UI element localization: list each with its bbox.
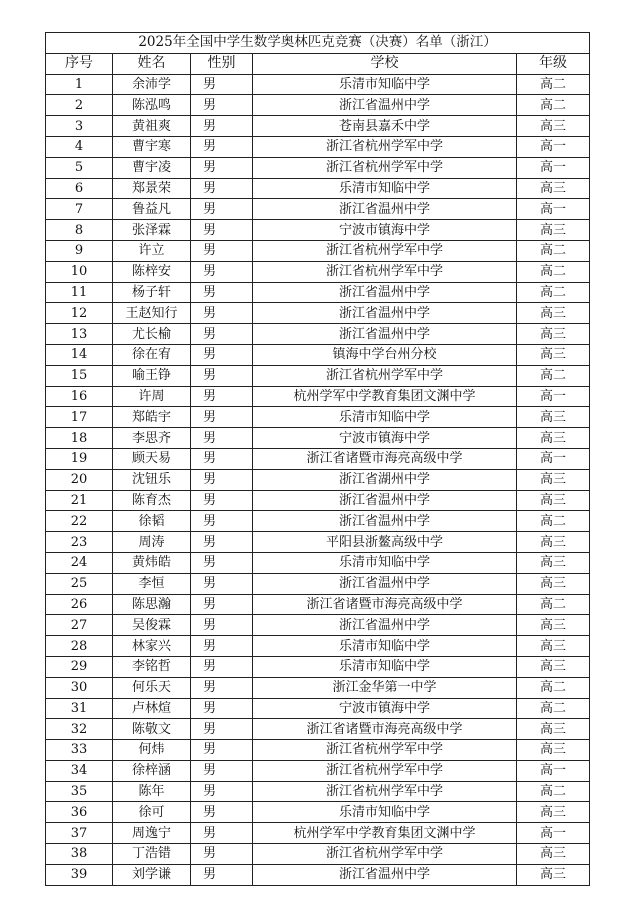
cell-name: 徐在宥: [113, 344, 191, 365]
cell-name: 林家兴: [113, 636, 191, 657]
cell-school: 宁波市镇海中学: [253, 220, 517, 241]
cell-name: 丁浩错: [113, 844, 191, 865]
cell-gender: 男: [191, 303, 253, 324]
cell-school: 浙江省杭州学军中学: [253, 240, 517, 261]
cell-name: 许周: [113, 386, 191, 407]
cell-name: 黄炜皓: [113, 552, 191, 573]
header-gender: 性别: [191, 53, 253, 74]
cell-grade: 高二: [517, 240, 590, 261]
cell-school: 乐清市知临中学: [253, 552, 517, 573]
cell-gender: 男: [191, 677, 253, 698]
table-row: [46, 178, 590, 199]
cell-gender: 男: [191, 428, 253, 449]
cell-school: 乐清市知临中学: [253, 407, 517, 428]
cell-gender: 男: [191, 95, 253, 116]
contestant-table: [45, 32, 590, 886]
cell-number: 35: [46, 781, 113, 802]
cell-grade: 高三: [517, 407, 590, 428]
cell-gender: 男: [191, 511, 253, 532]
cell-school: 浙江省温州中学: [253, 511, 517, 532]
cell-school: 浙江省杭州学军中学: [253, 844, 517, 865]
cell-grade: 高三: [517, 740, 590, 761]
cell-number: 17: [46, 407, 113, 428]
cell-number: 4: [46, 136, 113, 157]
cell-school: 浙江金华第一中学: [253, 677, 517, 698]
cell-number: 5: [46, 157, 113, 178]
table-row: [46, 573, 590, 594]
cell-name: 张泽霖: [113, 220, 191, 241]
cell-name: 沈钮乐: [113, 469, 191, 490]
cell-gender: 男: [191, 324, 253, 345]
cell-grade: 高一: [517, 448, 590, 469]
cell-name: 尤长榆: [113, 324, 191, 345]
cell-number: 28: [46, 636, 113, 657]
cell-school: 乐清市知临中学: [253, 178, 517, 199]
table-row: [46, 220, 590, 241]
cell-gender: 男: [191, 282, 253, 303]
cell-number: 38: [46, 844, 113, 865]
table-row: [46, 823, 590, 844]
cell-grade: 高二: [517, 261, 590, 282]
cell-name: 徐可: [113, 802, 191, 823]
cell-number: 1: [46, 74, 113, 95]
table-row: [46, 261, 590, 282]
cell-number: 14: [46, 344, 113, 365]
table-row: [46, 95, 590, 116]
cell-number: 19: [46, 448, 113, 469]
cell-gender: 男: [191, 719, 253, 740]
cell-gender: 男: [191, 448, 253, 469]
cell-school: 浙江省温州中学: [253, 95, 517, 116]
cell-name: 徐梓涵: [113, 760, 191, 781]
cell-grade: 高二: [517, 282, 590, 303]
cell-number: 25: [46, 573, 113, 594]
cell-gender: 男: [191, 760, 253, 781]
cell-gender: 男: [191, 157, 253, 178]
cell-grade: 高三: [517, 490, 590, 511]
table-row: [46, 74, 590, 95]
cell-school: 浙江省温州中学: [253, 303, 517, 324]
cell-school: 苍南县嘉禾中学: [253, 116, 517, 137]
header-number: 序号: [46, 53, 113, 74]
cell-gender: 男: [191, 261, 253, 282]
cell-grade: 高三: [517, 573, 590, 594]
cell-gender: 男: [191, 469, 253, 490]
cell-grade: 高二: [517, 677, 590, 698]
table-row: [46, 303, 590, 324]
cell-gender: 男: [191, 615, 253, 636]
cell-school: 浙江省诸暨市海亮高级中学: [253, 594, 517, 615]
cell-school: 浙江省温州中学: [253, 864, 517, 885]
cell-grade: 高一: [517, 823, 590, 844]
cell-gender: 男: [191, 344, 253, 365]
cell-gender: 男: [191, 573, 253, 594]
cell-name: 陈泓鸣: [113, 95, 191, 116]
table-row: [46, 469, 590, 490]
cell-gender: 男: [191, 74, 253, 95]
table-row: [46, 656, 590, 677]
cell-number: 24: [46, 552, 113, 573]
cell-number: 10: [46, 261, 113, 282]
cell-grade: 高二: [517, 95, 590, 116]
cell-school: 浙江省杭州学军中学: [253, 781, 517, 802]
cell-gender: 男: [191, 220, 253, 241]
cell-name: 顾天易: [113, 448, 191, 469]
cell-gender: 男: [191, 490, 253, 511]
cell-name: 李思齐: [113, 428, 191, 449]
cell-school: 乐清市知临中学: [253, 802, 517, 823]
cell-school: 浙江省杭州学军中学: [253, 760, 517, 781]
cell-number: 13: [46, 324, 113, 345]
cell-school: 浙江省诸暨市海亮高级中学: [253, 719, 517, 740]
cell-name: 黄祖爽: [113, 116, 191, 137]
cell-number: 18: [46, 428, 113, 449]
cell-gender: 男: [191, 407, 253, 428]
cell-school: 浙江省杭州学军中学: [253, 261, 517, 282]
cell-number: 23: [46, 532, 113, 553]
cell-gender: 男: [191, 552, 253, 573]
table-row: [46, 802, 590, 823]
cell-gender: 男: [191, 698, 253, 719]
table-row: [46, 532, 590, 553]
cell-gender: 男: [191, 178, 253, 199]
table-row: [46, 615, 590, 636]
table-row: [46, 448, 590, 469]
cell-grade: 高三: [517, 220, 590, 241]
cell-number: 3: [46, 116, 113, 137]
cell-grade: 高二: [517, 365, 590, 386]
cell-gender: 男: [191, 802, 253, 823]
table-row: [46, 740, 590, 761]
cell-number: 36: [46, 802, 113, 823]
cell-grade: 高二: [517, 781, 590, 802]
cell-name: 何炜: [113, 740, 191, 761]
cell-name: 鲁益凡: [113, 199, 191, 220]
cell-grade: 高一: [517, 199, 590, 220]
cell-gender: 男: [191, 636, 253, 657]
cell-name: 郑皓宇: [113, 407, 191, 428]
cell-name: 陈敬文: [113, 719, 191, 740]
table-row: [46, 116, 590, 137]
cell-number: 39: [46, 864, 113, 885]
cell-name: 许立: [113, 240, 191, 261]
cell-grade: 高三: [517, 719, 590, 740]
cell-name: 余沛学: [113, 74, 191, 95]
cell-school: 乐清市知临中学: [253, 74, 517, 95]
cell-school: 浙江省温州中学: [253, 490, 517, 511]
cell-school: 浙江省杭州学军中学: [253, 740, 517, 761]
cell-grade: 高三: [517, 552, 590, 573]
cell-gender: 男: [191, 365, 253, 386]
cell-gender: 男: [191, 136, 253, 157]
table-row: [46, 428, 590, 449]
cell-school: 浙江省杭州学军中学: [253, 157, 517, 178]
cell-gender: 男: [191, 116, 253, 137]
cell-gender: 男: [191, 532, 253, 553]
cell-name: 陈育杰: [113, 490, 191, 511]
cell-grade: 高三: [517, 116, 590, 137]
cell-school: 浙江省温州中学: [253, 615, 517, 636]
cell-number: 27: [46, 615, 113, 636]
cell-name: 陈思瀚: [113, 594, 191, 615]
cell-school: 浙江省杭州学军中学: [253, 365, 517, 386]
cell-school: 宁波市镇海中学: [253, 698, 517, 719]
cell-grade: 高一: [517, 136, 590, 157]
cell-grade: 高三: [517, 469, 590, 490]
cell-number: 7: [46, 199, 113, 220]
cell-name: 周逸宁: [113, 823, 191, 844]
cell-number: 12: [46, 303, 113, 324]
cell-name: 李恒: [113, 573, 191, 594]
table-row: [46, 677, 590, 698]
cell-grade: 高三: [517, 532, 590, 553]
table-row: [46, 199, 590, 220]
cell-grade: 高二: [517, 511, 590, 532]
cell-number: 21: [46, 490, 113, 511]
cell-school: 宁波市镇海中学: [253, 428, 517, 449]
cell-number: 37: [46, 823, 113, 844]
cell-number: 30: [46, 677, 113, 698]
cell-number: 33: [46, 740, 113, 761]
cell-number: 16: [46, 386, 113, 407]
cell-school: 浙江省温州中学: [253, 324, 517, 345]
cell-school: 浙江省温州中学: [253, 282, 517, 303]
cell-gender: 男: [191, 656, 253, 677]
cell-grade: 高一: [517, 760, 590, 781]
title-row: [46, 33, 590, 54]
cell-name: 曹宇寒: [113, 136, 191, 157]
header-row: [46, 53, 590, 74]
header-grade: 年级: [517, 53, 590, 74]
cell-grade: 高二: [517, 594, 590, 615]
cell-name: 何乐天: [113, 677, 191, 698]
cell-school: 乐清市知临中学: [253, 656, 517, 677]
cell-grade: 高三: [517, 303, 590, 324]
cell-grade: 高三: [517, 864, 590, 885]
cell-name: 曹宇凌: [113, 157, 191, 178]
cell-number: 6: [46, 178, 113, 199]
cell-grade: 高三: [517, 844, 590, 865]
cell-grade: 高二: [517, 698, 590, 719]
cell-grade: 高三: [517, 344, 590, 365]
table-row: [46, 844, 590, 865]
table-row: [46, 344, 590, 365]
cell-name: 徐韬: [113, 511, 191, 532]
cell-gender: 男: [191, 386, 253, 407]
cell-school: 杭州学军中学教育集团文渊中学: [253, 386, 517, 407]
cell-number: 11: [46, 282, 113, 303]
cell-school: 镇海中学台州分校: [253, 344, 517, 365]
cell-name: 李铭哲: [113, 656, 191, 677]
cell-school: 浙江省温州中学: [253, 199, 517, 220]
cell-gender: 男: [191, 594, 253, 615]
cell-grade: 高三: [517, 178, 590, 199]
table-row: [46, 864, 590, 885]
cell-name: 卢林煊: [113, 698, 191, 719]
table-row: [46, 386, 590, 407]
cell-gender: 男: [191, 864, 253, 885]
cell-name: 杨子轩: [113, 282, 191, 303]
cell-school: 浙江省杭州学军中学: [253, 136, 517, 157]
table-body: [46, 74, 590, 885]
cell-grade: 高一: [517, 386, 590, 407]
cell-school: 杭州学军中学教育集团文渊中学: [253, 823, 517, 844]
cell-grade: 高三: [517, 802, 590, 823]
table-row: [46, 781, 590, 802]
cell-grade: 高三: [517, 615, 590, 636]
table-row: [46, 760, 590, 781]
cell-number: 8: [46, 220, 113, 241]
cell-name: 喻王铮: [113, 365, 191, 386]
cell-name: 吴俊霖: [113, 615, 191, 636]
cell-grade: 高三: [517, 428, 590, 449]
table-row: [46, 636, 590, 657]
cell-number: 34: [46, 760, 113, 781]
cell-gender: 男: [191, 823, 253, 844]
cell-number: 29: [46, 656, 113, 677]
cell-grade: 高三: [517, 656, 590, 677]
table-row: [46, 365, 590, 386]
cell-name: 周涛: [113, 532, 191, 553]
document-title: 2025年全国中学生数学奥林匹克竞赛（决赛）名单（浙江）: [46, 33, 590, 54]
cell-school: 乐清市知临中学: [253, 636, 517, 657]
cell-number: 26: [46, 594, 113, 615]
cell-name: 陈年: [113, 781, 191, 802]
cell-name: 刘学谦: [113, 864, 191, 885]
cell-number: 20: [46, 469, 113, 490]
table-row: [46, 240, 590, 261]
table-row: [46, 407, 590, 428]
table-row: [46, 719, 590, 740]
cell-gender: 男: [191, 781, 253, 802]
cell-name: 郑景荣: [113, 178, 191, 199]
cell-number: 22: [46, 511, 113, 532]
table-row: [46, 157, 590, 178]
cell-grade: 高三: [517, 324, 590, 345]
table-row: [46, 324, 590, 345]
cell-grade: 高三: [517, 636, 590, 657]
cell-name: 陈梓安: [113, 261, 191, 282]
table-row: [46, 552, 590, 573]
header-name: 姓名: [113, 53, 191, 74]
cell-gender: 男: [191, 844, 253, 865]
table-row: [46, 511, 590, 532]
cell-number: 2: [46, 95, 113, 116]
cell-grade: 高二: [517, 74, 590, 95]
table-row: [46, 136, 590, 157]
table-row: [46, 594, 590, 615]
cell-school: 浙江省诸暨市海亮高级中学: [253, 448, 517, 469]
cell-number: 31: [46, 698, 113, 719]
table-row: [46, 282, 590, 303]
cell-gender: 男: [191, 740, 253, 761]
cell-number: 9: [46, 240, 113, 261]
cell-gender: 男: [191, 199, 253, 220]
cell-school: 平阳县浙鳌高级中学: [253, 532, 517, 553]
cell-number: 15: [46, 365, 113, 386]
cell-gender: 男: [191, 240, 253, 261]
table-row: [46, 698, 590, 719]
cell-school: 浙江省温州中学: [253, 573, 517, 594]
table-row: [46, 490, 590, 511]
cell-name: 王赵知行: [113, 303, 191, 324]
header-school: 学校: [253, 53, 517, 74]
cell-school: 浙江省湖州中学: [253, 469, 517, 490]
cell-grade: 高一: [517, 157, 590, 178]
cell-number: 32: [46, 719, 113, 740]
